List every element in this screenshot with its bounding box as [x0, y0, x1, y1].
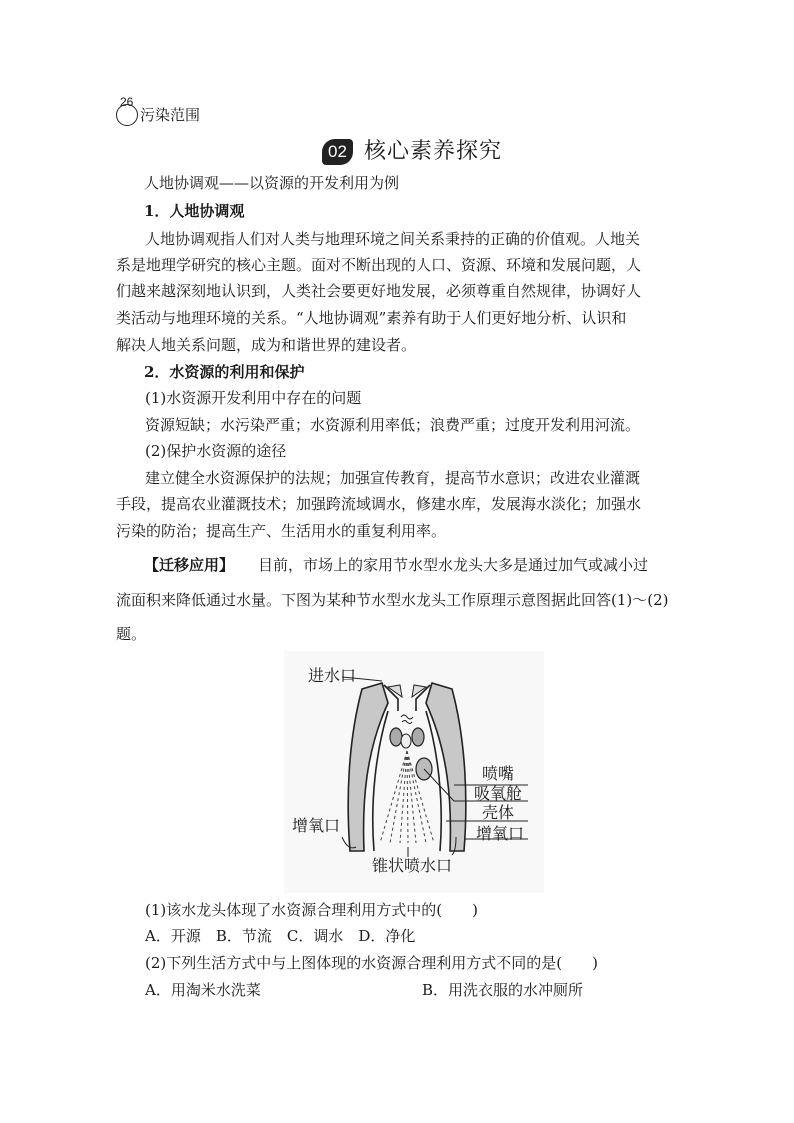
part2-sub1-text: 资源短缺；水污染严重；水资源利用率低；浪费严重；过度开发利用河流。 [145, 416, 641, 434]
subtitle: 人地协调观——以资源的开发利用为例 [144, 174, 400, 192]
application-tag: 【迁移应用】 [144, 556, 235, 574]
page-number: 26 [120, 95, 134, 109]
label-oxygen-port-right: 增氧口 [476, 824, 525, 843]
part1-line: 系是地理学研究的核心主题。面对不断出现的人口、资源、环境和发展问题，人 [116, 256, 642, 274]
part1-line: 类活动与地理环境的关系。“人地协调观”素养有助于人们更好地分析、认识和 [116, 309, 627, 327]
label-oxygen-port-left: 增氧口 [292, 816, 341, 835]
label-cone-outlet: 锥状喷水口 [372, 856, 453, 875]
page-number-badge [116, 96, 142, 126]
question-1-options: A．开源 B．节流 C．调水 D．净化 [145, 927, 416, 945]
application-line: 题。 [116, 625, 147, 643]
faucet-diagram [284, 651, 544, 893]
label-oxygen-chamber: 吸氧舱 [474, 784, 523, 803]
part1-line: 解决人地关系问题，成为和谐世界的建设者。 [116, 336, 417, 354]
part2-sub2-line: 建立健全水资源保护的法规；加强宣传教育，提高节水意识；改进农业灌溉 [145, 469, 641, 487]
application-line: 流面积来降低通过水量。下图为某种节水型水龙头工作原理示意图据此回答(1)～(2) [116, 591, 669, 609]
label-shell: 壳体 [482, 803, 515, 822]
part2-sub2-line: 手段，提高农业灌溉技术；加强跨流域调水，修建水库，发展海水淡化；加强水 [116, 495, 642, 513]
part1-line: 人地协调观指人们对人类与地理环境之间关系秉持的正确的价值观。人地关 [145, 230, 641, 248]
part1-line: 们越来越深刻地认识到，人类社会要更好地发展，必须尊重自然规律，协调好人 [116, 282, 642, 300]
header-label: 污染范围 [140, 106, 201, 124]
section-badge: 02 [322, 139, 353, 165]
question-2: (2)下列生活方式中与上图体现的水资源合理利用方式不同的是( ) [145, 954, 598, 972]
question-1: (1)该水龙头体现了水资源合理利用方式中的( ) [145, 901, 478, 919]
part2-heading: 2．水资源的利用和保护 [144, 363, 305, 381]
part2-sub2-line: 污染的防治；提高生产、生活用水的重复利用率。 [116, 522, 447, 540]
part2-sub1-heading: (1)水资源开发利用中存在的问题 [145, 389, 362, 407]
label-inlet: 进水口 [308, 666, 357, 685]
label-nozzle: 喷嘴 [482, 764, 515, 783]
page-number-circle-icon [116, 104, 138, 126]
section-title: 核心素养探究 [364, 139, 503, 164]
part1-heading: 1．人地协调观 [144, 202, 245, 220]
part2-sub2-heading: (2)保护水资源的途径 [145, 442, 287, 460]
question-2-option-a: A．用淘米水洗菜 [145, 981, 261, 999]
question-2-option-b: B．用洗衣服的水冲厕所 [422, 981, 584, 999]
application-line: 目前，市场上的家用节水型水龙头大多是通过加气或减小过 [258, 556, 649, 574]
